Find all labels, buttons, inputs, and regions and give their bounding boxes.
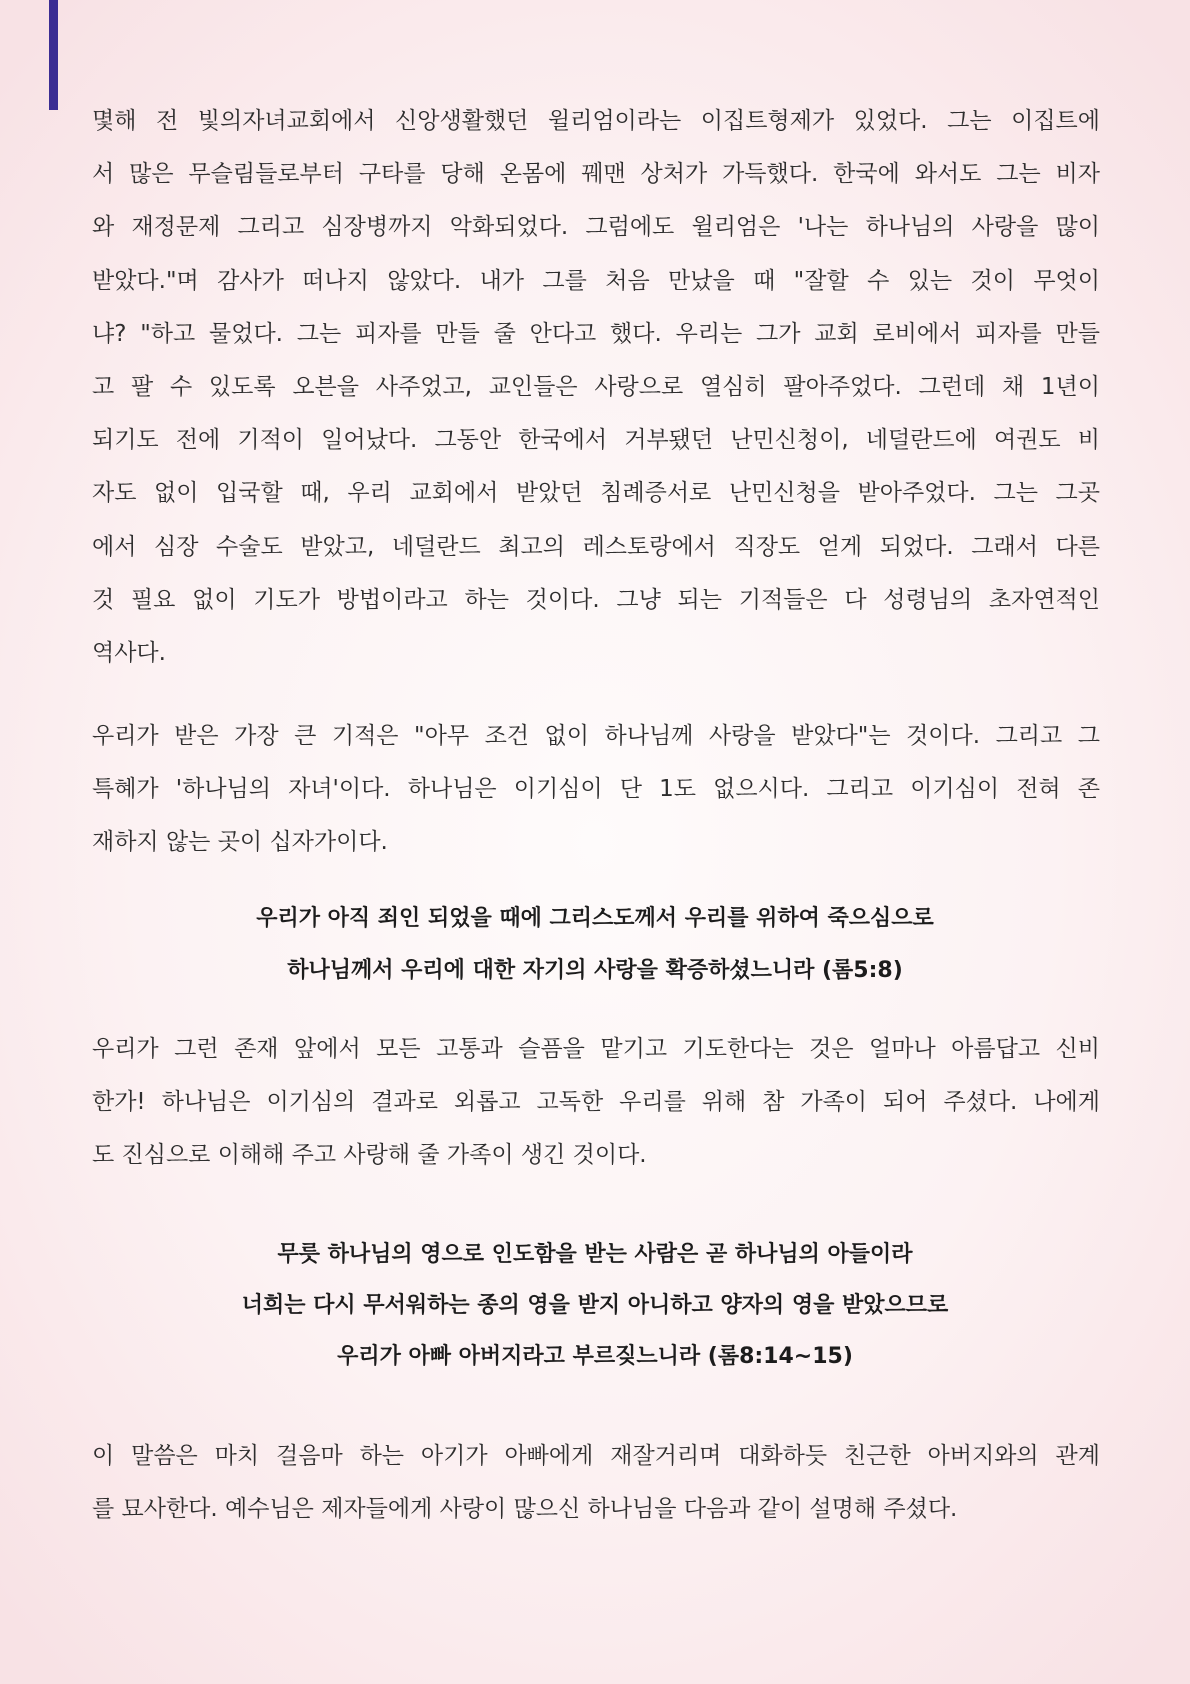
paragraph <box>92 95 1100 680</box>
paragraph-line: 것 필요 없이 기도가 방법이라고 하는 것이다. 그냥 되는 기적들은 다 성령님의 초자연적인 <box>92 586 1100 613</box>
paragraph-line: 역사다. <box>92 639 166 666</box>
paragraph-line: 서 많은 무슬림들로부터 구타를 당해 온몸에 꿰맨 상처가 가득했다. 한국에 와서도 그는 비자 <box>92 161 1100 188</box>
paragraph <box>92 1430 1100 1536</box>
paragraph-line: 우리가 그런 존재 앞에서 모든 고통과 슬픔을 맡기고 기도한다는 것은 얼마나 아름답고 신비 <box>92 1036 1100 1062</box>
scripture-line: 무릇 하나님의 영으로 인도함을 받는 사람은 곧 하나님의 아들이라 <box>277 1242 913 1267</box>
scripture-quote <box>0 893 1190 996</box>
scripture-line: 우리가 아직 죄인 되었을 때에 그리스도께서 우리를 위하여 죽으심으로 <box>256 906 934 931</box>
paragraph <box>92 710 1100 870</box>
paragraph-line: 재하지 않는 곳이 십자가이다. <box>92 829 388 856</box>
paragraph-line: 자도 없이 입국할 때, 우리 교회에서 받았던 침례증서로 난민신청을 받아주었다. 그는 그곳 <box>92 480 1100 507</box>
scripture-quote <box>0 1229 1190 1382</box>
scripture-line: 하나님께서 우리에 대한 자기의 사랑을 확증하셨느니라 (롬5:8) <box>287 957 903 983</box>
paragraph-line: 한가! 하나님은 이기심의 결과로 외롭고 고독한 우리를 위해 참 가족이 되어 주셨다. 나에게 <box>92 1089 1100 1116</box>
paragraph <box>92 1023 1100 1183</box>
paragraph-line: 냐? "하고 물었다. 그는 피자를 만들 줄 안다고 했다. 우리는 그가 교회 로비에서 피자를 만들 <box>92 320 1100 347</box>
accent-bar <box>49 0 58 110</box>
paragraph-line: 받았다."며 감사가 떠나지 않았다. 내가 그를 처음 만났을 때 "잘할 수 있는 것이 무엇이 <box>92 267 1100 294</box>
paragraph-line: 되기도 전에 기적이 일어났다. 그동안 한국에서 거부됐던 난민신청이, 네덜란드에 여권도 비 <box>92 427 1100 454</box>
paragraph-line: 이 말씀은 마치 걸음마 하는 아기가 아빠에게 재잘거리며 대화하듯 친근한 아버지와의 관계 <box>92 1443 1100 1469</box>
paragraph-line: 에서 심장 수술도 받았고, 네덜란드 최고의 레스토랑에서 직장도 얻게 되었다. 그래서 다른 <box>92 533 1100 560</box>
paragraph-line: 특혜가 '하나님의 자녀'이다. 하나님은 이기심이 단 1도 없으시다. 그리고 이기심이 전혀 존 <box>92 776 1100 803</box>
scripture-line: 우리가 아빠 아버지라고 부르짖느니라 (롬8:14~15) <box>337 1344 853 1369</box>
scripture-line: 너희는 다시 무서워하는 종의 영을 받지 아니하고 양자의 영을 받았으므로 <box>241 1293 949 1318</box>
paragraph-line: 를 묘사한다. 예수님은 제자들에게 사랑이 많으신 하나님을 다음과 같이 설명해 주셨다. <box>92 1496 958 1523</box>
paragraph-line: 도 진심으로 이해해 주고 사랑해 줄 가족이 생긴 것이다. <box>92 1142 647 1169</box>
paragraph-line: 고 팔 수 있도록 오븐을 사주었고, 교인들은 사랑으로 열심히 팔아주었다. 그런데 채 1년이 <box>92 373 1100 400</box>
paragraph-line: 우리가 받은 가장 큰 기적은 "아무 조건 없이 하나님께 사랑을 받았다"는 것이다. 그리고 그 <box>92 723 1100 749</box>
paragraph-line: 몇해 전 빛의자녀교회에서 신앙생활했던 윌리엄이라는 이집트형제가 있었다. 그는 이집트에 <box>92 108 1100 134</box>
paragraph-line: 와 재정문제 그리고 심장병까지 악화되었다. 그럼에도 윌리엄은 '나는 하나님의 사랑을 많이 <box>92 214 1100 241</box>
